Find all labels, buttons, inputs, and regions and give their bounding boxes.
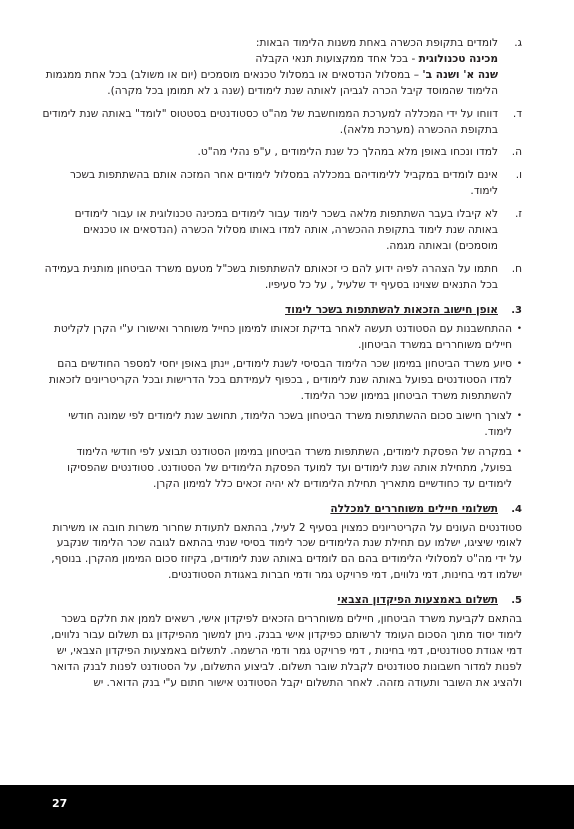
bullet-text: ההתחשבנות עם הסטודנט תעשה לאחר בדיקת זכאותו למימון כחייל משוחרר ואישורו ע"י הקרן לקליטת חיילים משוחררים במשרד הביטחון. (53, 322, 512, 351)
bullet-item (42, 445, 522, 493)
section-heading (42, 593, 522, 609)
bullet-item (42, 322, 522, 354)
list-item (42, 262, 522, 294)
section-heading (42, 502, 522, 518)
page-number: 27 (52, 797, 68, 810)
section-paragraph: סטודנטים העונים על הקריטריונים כמצוין בסעיף 2 לעיל, בהתאם לתעודת שחרור משרות חובה או משירות לאומי שיציגו, ישלמו עם תחילת שנת הלימודים שכר לימוד בסיסי שנתי בהתאם לגובה שכר הלימוד שנקבע על ידי מה"ט למסלולי הלימודים בהם הם לומדים באותה שנת לימודים, בקיזוז סכום המימון מהקרן. בנוסף, ישלמו דמי בחינות, דמי נלווים, דמי פרויקט גמר ודמי חברות באגודת הסטודנטים. (51, 521, 522, 582)
section-paragraph: בהתאם לקביעת משרד הביטחון, חיילים משוחררים הזכאים לפיקדון אישי, רשאים לממן את חלקם בשכר לימוד יסוד מתוך הסכום העומד לרשותם כפיקדון אישי בבנק. ניתן למשוך מהפיקדון גם תשלום עבור נלווים, דמי אגודת סטודנטים, דמי בחינות , דמי פרויקט גמר ודמי הרשמה. לתשלום באמצעות הפיקדון הצבאי, יש לפנות למדור חשבונות סטודנטים לקבלת שובר תשלום. לביצוע התשלום, על הסטודנט לפנות לבנק הדואר ולהציג את השובר ותעודה מזהה. לאחר התשלום יקבל הסטודנט אישור חתום ע"י בנק הדואר. יש (50, 613, 522, 689)
section-number: 4. (511, 503, 522, 515)
list-marker: ז. (514, 208, 522, 221)
section-title: תשלום באמצעות הפיקדון הצבאי (337, 594, 498, 607)
section-number: 5. (511, 595, 522, 607)
list-item (42, 207, 522, 255)
item-text: למדו ונכחו באופן מלא במהלך כל שנת הלימודים , ע"פ נהלי מה"ט. (197, 146, 498, 159)
bold-term: שנה א' ושנה ב' (422, 68, 498, 81)
list-item (42, 36, 522, 100)
bullet-icon: • (516, 359, 522, 370)
bullet-icon: • (516, 323, 522, 334)
bullet-text: במקרה של הפסקת לימודים, השתתפות משרד הביטחון במימון הסטודנט תבוצע לפי חודשי הלימוד בפועל, מתחילת אותה שנת לימודים ועד למועד הפסקת הלימודים של הסטודנט. סטודנטים שהפסיקו לימודים עד כחודשיים מתאריך תחילת הלימודים לא יהיה זכאים כלל למימון הקרן. (67, 445, 512, 490)
section-title: תשלומי חיילים משוחררים למכללה (330, 502, 498, 515)
section-title: אופן חישוב הזכאות להשתתפות בשכר לימוד (285, 303, 498, 316)
item-text: – במסלול הנדסאים או במסלול טכנאים מוסמכים (יום או משולב) בכל אחת ממגמות הלימוד שהמוסד קיבל הכרה לגביהן לאותה שנת לימודים (שנה ג לא תמומן בכל מקרה). (45, 68, 498, 97)
footer-bar (0, 785, 574, 829)
list-marker: ג. (514, 37, 522, 49)
list-marker: ד. (512, 107, 522, 120)
item-text: לא קיבלו בעבר השתתפות מלאה בשכר לימוד עבור לימודים במכינה טכנולוגית או עבור לימודים באותה שנת לימוד בתקופת ההכשרה, אותה למדו באותו מסלול הכשרה (הנדסאים או טכנאים מוסמכים) ובאותה מגמה. (74, 208, 498, 252)
item-text: - בכל אחד ממקצועות תנאי הקבלה (255, 52, 419, 65)
list-item (42, 168, 522, 200)
section-number: 3. (511, 304, 522, 316)
page-content (42, 36, 522, 692)
bold-term: מכינה טכנולוגית (418, 52, 498, 65)
list-item (42, 145, 522, 161)
bullet-item (42, 357, 522, 405)
section-heading (42, 303, 522, 319)
bullet-text: סיוע משרד הביטחון במימון שכר הלימוד הבסיסי לשנת לימודים, יינתן באופן יחסי למספר החודשים בהם למדו הסטודנטים בפועל באותה שנת לימודים , בכפוף לעמידתם בכל הדרישות ובכל הקריטריונים לזכאות להשתתפות משרד הביטחון במימון שכר הלימוד. (48, 358, 512, 403)
item-text: חתמו על הצהרה לפיה ידוע להם כי זכאותם להשתתפות בשכ"ל מטעם משרד הביטחון מותנית בעמידה בכל התנאים שצוינו בסעיף יד שלעיל , על כל סעיפיו. (44, 262, 498, 291)
item-text: אינם לומדים במקביל ללימודיהם במכללה במסלול לימודים אחר המזכה אותם בהשתתפות בשכר לימוד. (69, 169, 498, 198)
list-item (42, 107, 522, 139)
item-text: לומדים בתקופת הכשרה באחת משנות הלימוד הבאות: (255, 37, 498, 49)
list-marker: ח. (511, 262, 522, 275)
bullet-icon: • (516, 411, 522, 422)
bullet-item (42, 409, 522, 441)
list-marker: ו. (515, 169, 522, 182)
bullet-text: לצורך חישוב סכום ההשתתפות משרד הביטחון בשכר הלימוד, תחושב שנת לימודים לפי שמונה חודשי לימוד. (68, 410, 512, 439)
bullet-icon: • (516, 446, 522, 457)
list-marker: ה. (511, 146, 522, 159)
item-text: דווחו על ידי המכללה למערכת הממוחשבת של מה"ט כסטודנטים בסטטוס "לומד" באותה שנת לימודים בתקופת ההכשרה (מערכת מלאה). (42, 107, 498, 136)
